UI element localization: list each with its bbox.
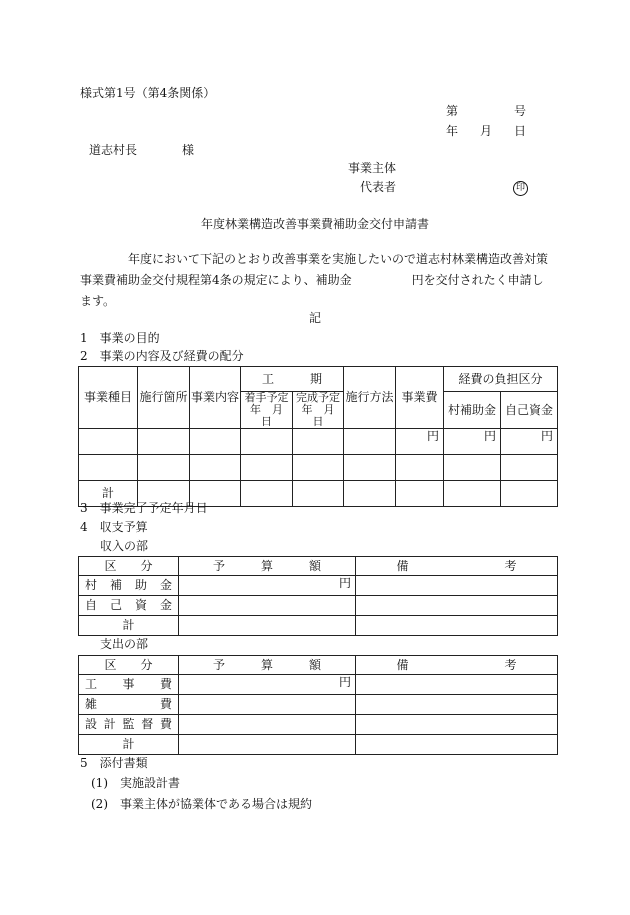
table-row — [79, 675, 558, 695]
header-cost: 事業費 — [396, 367, 444, 429]
header-content: 事業内容 — [190, 367, 241, 429]
attachment-item: (2) 事業主体が協業体である場合は規約 — [91, 797, 312, 811]
attachment-item: (1) 実施設計書 — [91, 776, 180, 790]
header-burden: 経費の負担区分 — [444, 367, 558, 392]
section-5-heading: 5 添付書類 — [80, 756, 148, 770]
table-total-row — [79, 616, 558, 636]
yen-unit: 円 — [179, 675, 356, 695]
yen-unit: 円 — [444, 429, 501, 455]
header-category: 区 分 — [79, 656, 179, 675]
table-row — [79, 715, 558, 735]
table-total-row — [79, 735, 558, 755]
date-year: 年 — [446, 124, 459, 138]
header-start-date: 着手予定 年 月 日 — [241, 392, 293, 429]
section-4-heading: 4 収支予算 — [80, 520, 148, 534]
header-amount: 予 算 額 — [179, 557, 356, 576]
yen-unit: 円 — [396, 429, 444, 455]
income-heading: 収入の部 — [100, 539, 149, 553]
ki-mark: 記 — [308, 311, 321, 325]
row-label: 自 己 資 金 — [79, 596, 179, 616]
expense-heading: 支出の部 — [100, 637, 149, 651]
header-village-subsidy: 村補助金 — [444, 392, 501, 429]
income-budget-table — [78, 556, 558, 636]
header-location: 施行箇所 — [138, 367, 190, 429]
header-remarks: 備 考 — [356, 656, 558, 675]
row-label: 工 事 費 — [79, 675, 179, 695]
project-cost-table — [78, 366, 558, 507]
total-label: 計 — [79, 481, 138, 507]
row-label: 雑 費 — [79, 695, 179, 715]
date-day: 日 — [514, 124, 527, 138]
applicant-representative: 代表者 — [360, 180, 397, 194]
section-2-heading: 2 事業の内容及び経費の配分 — [80, 349, 244, 363]
header-category: 区 分 — [79, 557, 179, 576]
header-remarks: 備 考 — [356, 557, 558, 576]
yen-unit: 円 — [179, 576, 356, 596]
header-period: 工 期 — [241, 367, 344, 392]
addressee-sama: 様 — [182, 143, 195, 157]
section-1-heading: 1 事業の目的 — [80, 331, 160, 345]
header-project-type: 事業種目 — [79, 367, 138, 429]
applicant-entity: 事業主体 — [348, 161, 397, 175]
section-3-heading: 3 事業完了予定年月日 — [80, 501, 208, 515]
header-amount: 予 算 額 — [179, 656, 356, 675]
total-label: 計 — [79, 616, 179, 636]
table-row — [79, 576, 558, 596]
total-label: 計 — [79, 735, 179, 755]
seal-mark: 印 — [513, 179, 528, 196]
expense-budget-table — [78, 655, 558, 755]
row-label: 設 計 監 督 費 — [79, 715, 179, 735]
header-own-funds: 自己資金 — [501, 392, 558, 429]
body-text: 年度において下記のとおり改善事業を実施したいので道志村林業構造改善対策事業費補助金交付規程第4条の規定により、補助金 円を交付されたく申請します。 — [80, 252, 549, 308]
table-row — [79, 695, 558, 715]
table-row — [79, 596, 558, 616]
date-month: 月 — [480, 124, 493, 138]
header-end-date: 完成予定 年 月 日 — [293, 392, 344, 429]
document-title: 年度林業構造改善事業費補助金交付申請書 — [200, 217, 429, 231]
header-method: 施行方法 — [344, 367, 396, 429]
form-number: 様式第1号（第4条関係） — [80, 86, 216, 100]
yen-unit: 円 — [501, 429, 558, 455]
table-row — [79, 455, 558, 481]
addressee-name: 道志村長 — [89, 143, 138, 157]
table-row — [79, 429, 558, 455]
row-label: 村 補 助 金 — [79, 576, 179, 596]
doc-number-dai: 第 — [446, 104, 459, 118]
doc-number-go: 号 — [514, 104, 527, 118]
